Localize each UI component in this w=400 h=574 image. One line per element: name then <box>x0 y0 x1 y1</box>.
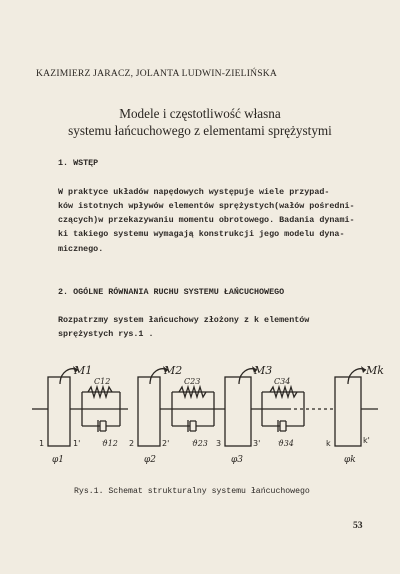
rotor-k <box>335 377 361 446</box>
chain-system-diagram <box>30 360 384 475</box>
c34-label: C34 <box>274 377 291 386</box>
s12-label: ϑ12 <box>102 439 118 448</box>
phi-1: φ1 <box>52 455 65 465</box>
moment-label-1: M1 <box>74 364 93 377</box>
node-3p: 3' <box>253 439 261 448</box>
rotor-1 <box>48 377 70 446</box>
c23-label: C23 <box>184 377 201 386</box>
section1-line-1: W praktyce układów napędowych występuje wiele przypad- <box>58 187 330 197</box>
phi-k: φk <box>344 455 356 465</box>
figure-caption: Rys.1. Schemat strukturalny systemu łańcuchowego <box>74 487 310 496</box>
c12-label: C12 <box>94 377 111 386</box>
paper-title-line1: Modele i częstotliwość własna <box>119 106 281 121</box>
node-1p: 1' <box>73 439 81 448</box>
s34-label: ϑ34 <box>278 439 294 448</box>
section1-line-4: ki takiego systemu wymagają konstrukcji jego modelu dyna- <box>58 229 345 239</box>
node-k: k <box>326 439 331 448</box>
node-kp: k' <box>363 436 370 445</box>
section2-line-2: sprężystych rys.1 . <box>58 329 154 339</box>
section1-line-2: ków istotnych wpływów elementów sprężystych(wałów pośredni- <box>58 201 355 211</box>
page-number: 53 <box>353 520 363 531</box>
moment-label-3: M3 <box>254 364 273 377</box>
moment-label-k: Mk <box>366 364 384 377</box>
phi-3: φ3 <box>231 455 244 465</box>
paper-title-line2: systemu łańcuchowego z elementami sprężystymi <box>68 123 332 138</box>
rotor-3 <box>225 377 251 446</box>
node-2p: 2' <box>162 439 170 448</box>
section1-heading: 1. WSTĘP <box>58 158 99 168</box>
section1-line-5: micznego. <box>58 244 104 254</box>
section2-heading: 2. OGÓLNE RÓWNANIA RUCHU SYSTEMU ŁAŃCUCHOWEGO <box>58 287 285 297</box>
authors: KAZIMIERZ JARACZ, JOLANTA LUDWIN-ZIELIŃSKA <box>36 68 278 79</box>
section2-line-1: Rozpatrzmy system łańcuchowy złożony z k elementów <box>58 315 310 325</box>
node-1: 1 <box>39 439 45 448</box>
phi-2: φ2 <box>144 455 157 465</box>
moment-label-2: M2 <box>164 364 183 377</box>
section1-line-3: czących)w przekazywaniu momentu obrotowego. Badania dynami- <box>58 215 355 225</box>
s23-label: ϑ23 <box>192 439 208 448</box>
node-3: 3 <box>216 439 222 448</box>
rotor-2 <box>138 377 160 446</box>
node-2: 2 <box>129 439 135 448</box>
